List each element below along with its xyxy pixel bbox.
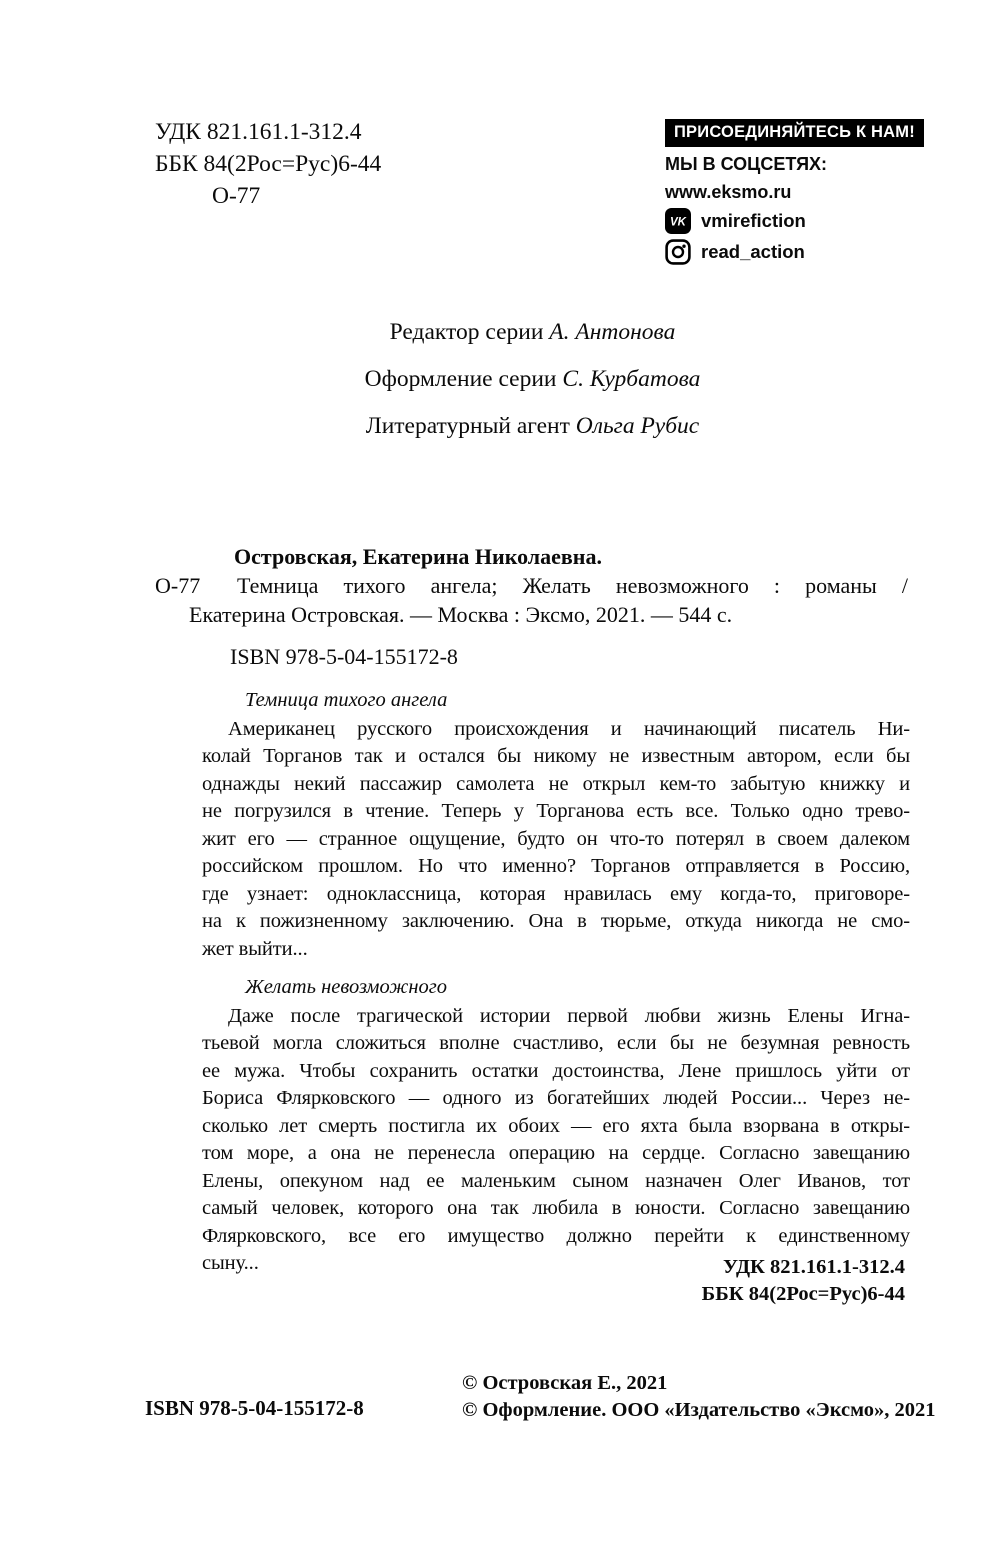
vk-row: [665, 208, 925, 234]
annotation-text: [202, 1003, 910, 1278]
annotation-block-1: [202, 687, 910, 963]
series-editor-line: [155, 318, 910, 346]
footer-isbn: ISBN 978-5-04-155172-8: [145, 1396, 364, 1420]
svg-text:VK: VK: [670, 216, 686, 229]
social-heading: МЫ В СОЦСЕТЯХ:: [665, 154, 828, 174]
credit-name: А. Антонова: [549, 319, 676, 345]
credit-name: Ольга Рубис: [575, 413, 700, 439]
annotation-line: тьевой могла сложиться вполне счастливо, если бы не безумная ревность: [202, 1032, 910, 1054]
vk-icon: [665, 208, 691, 234]
annotation-line: на к пожизненному заключению. Она в тюрьме, откуда никогда не смо-: [202, 910, 910, 932]
biblio-author: Островская, Екатерина Николаевна.: [234, 544, 602, 569]
bbk-code: ББК 84(2Рос=Рус)6-44: [701, 1283, 905, 1305]
series-designer-line: [155, 365, 910, 393]
annotation-line: жет выйти...: [202, 937, 308, 960]
annotation-line: Американец русского происхождения и начинающий писатель Ни-: [228, 717, 910, 740]
annotation-line: российском прошлом. Но что именно? Торганов отправляется в Россию,: [202, 855, 910, 877]
annotation-line: том море, а она не перенесла операцию на сердце. Согласно завещанию: [202, 1142, 910, 1164]
annotation-line: сыну...: [202, 1252, 259, 1274]
vk-handle: vmirefiction: [701, 210, 806, 231]
copyright-block: [462, 1370, 936, 1424]
join-us-badge: ПРИСОЕДИНЯЙТЕСЬ К НАМ!: [665, 119, 924, 147]
annotation-text: [202, 716, 910, 964]
annotation-line: Бориса Флярковского — одного из богатейших людей России... Через не-: [202, 1087, 910, 1109]
instagram-row: [665, 239, 925, 265]
instagram-handle: read_action: [701, 241, 805, 262]
annotation-line: где узнает: одноклассница, которая нравилась ему когда-то, приговоре-: [202, 882, 910, 905]
annotation-title: Желать невозможного: [245, 976, 447, 998]
series-credits: [155, 318, 910, 459]
annotation-line: однажды некий пассажир самолета не открыл кем-то забытую книжку и: [202, 772, 910, 795]
annotation-line: Даже после трагической истории первой любви жизнь Елены Игна-: [228, 1004, 910, 1027]
annotation-line: колай Торганов так и остался бы никому не известным автором, если бы: [202, 745, 910, 767]
biblio-isbn: ISBN 978-5-04-155172-8: [230, 644, 458, 669]
credit-role: Литературный агент: [365, 413, 570, 439]
instagram-icon: [665, 239, 691, 265]
social-block: [665, 119, 925, 265]
website-url: www.eksmo.ru: [665, 182, 792, 202]
credit-name: С. Курбатова: [562, 366, 701, 392]
annotation-title: Темница тихого ангела: [245, 689, 448, 711]
udk-code: УДК 821.161.1-312.4: [722, 1256, 905, 1278]
annotation-line: Елены, опекуном над ее маленьким сыном назначен Олег Иванов, тот: [202, 1169, 910, 1192]
classification-codes-bottom: [702, 1254, 905, 1308]
annotation-line: Флярковского, все его имущество должно перейти к единственному: [202, 1224, 910, 1247]
annotation-line: ее мужа. Чтобы сохранить остатки достоинства, Лене пришлось уйти от: [202, 1059, 910, 1082]
biblio-title-line: Темница тихого ангела; Желать невозможного : романы /: [237, 573, 908, 598]
annotation-line: сколько лет смерть постигла их обоих — его яхта была взорвана в откры-: [202, 1114, 910, 1137]
literary-agent-line: [155, 412, 910, 440]
author-sign-code: О-77: [212, 183, 261, 209]
annotation-line: не погрузился в чтение. Теперь у Торганова есть все. Только одно трево-: [202, 800, 910, 822]
udk-code: УДК 821.161.1-312.4: [155, 119, 362, 145]
annotation-line: самый человек, которого она так любила в юности. Согласно завещанию: [202, 1197, 910, 1219]
biblio-margin-code: О-77: [155, 573, 201, 598]
credit-role: Редактор серии: [389, 319, 544, 345]
classification-codes-top: [155, 116, 381, 212]
annotation-line: жит его — странное ощущение, будто он что-то потерял в своем далеком: [202, 827, 910, 850]
copyright-publisher: © Оформление. ООО «Издательство «Эксмо», 2021: [462, 1399, 936, 1421]
annotation-block-2: [202, 974, 910, 1278]
bbk-code: ББК 84(2Рос=Рус)6-44: [155, 151, 382, 177]
credit-role: Оформление серии: [364, 366, 557, 392]
copyright-author: © Островская Е., 2021: [462, 1372, 668, 1394]
biblio-imprint-line: Екатерина Островская. — Москва : Эксмо, 2021. — 544 с.: [189, 602, 733, 627]
